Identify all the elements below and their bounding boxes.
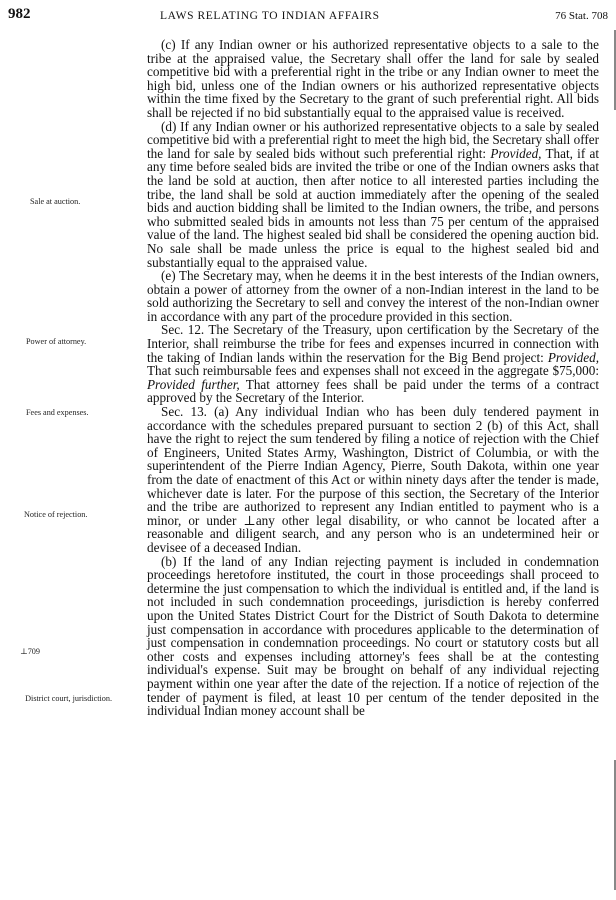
section-12 xyxy=(147,323,599,405)
section-13-a-text: (a) Any individual Indian who has been duly tendered payment in accordance with the schedules prepared pursuant to section 2 (b) of this Act, shall have the right to reject the sum tendered by filing a notice of rejection with the Chief of Engineers, United States Army, Washington, District of Columbia, or with the superintendent of the Pierre Indian Agency, Pierre, South Dakota, within one year from the date of enactment of this Act or within ninety days after the tender is made, whichever date is later. For the purpose of this section, the Secretary of the Interior and the tribe are authorized to represent any Indian entitled to payment who is a minor, or under ⊥any other legal disability, or who cannot be located after a reasonable and diligent search, and any person who is an undetermined heir or devisee of a deceased Indian. xyxy=(147,404,599,555)
margin-note-page-reference: ⊥709 xyxy=(20,647,40,656)
section-12-text: That such reimbursable fees and expenses shall not exceed in the aggregate $75,000: xyxy=(147,363,599,379)
proviso-term: Provided, xyxy=(547,349,599,365)
paragraph-e: (e) The Secretary may, when he deems it in the best interests of the Indian owners, obtain a power of attorney from the owner of a non-Indian interest in the land to be sold authorizing the Secretary to sell and convey the interest of the non-Indian owner in accordance with any part of the procedure provided in this section. xyxy=(147,268,599,324)
running-head: LAWS RELATING TO INDIAN AFFAIRS xyxy=(160,10,380,22)
margin-note-sale-at-auction: Sale at auction. xyxy=(30,197,81,206)
proviso-term: Provided, xyxy=(490,145,542,161)
margin-note-power-of-attorney: Power of attorney. xyxy=(26,337,87,346)
stat-reference: 76 Stat. 708 xyxy=(555,10,608,22)
margin-note-fees-and-expenses: Fees and expenses. xyxy=(26,408,89,417)
margin-note-district-court: District court, jurisdiction. xyxy=(25,694,112,703)
section-13-a xyxy=(147,405,599,555)
body-text xyxy=(147,38,599,718)
paragraph-d-text: That, if at any time before sealed bids are invited the tribe or one of the Indian owners asks that the land be sold at auction, then after notice to all interested parties including the tribe, the land shall be sold at auction immediately after the opening of the sealed bids and auction bidding shall be limited to the Indian owners, the tribe, and persons who submitted sealed bids in amounts not less than 75 per centum of the appraised value of the land. The highest sealed bid shall be considered the opening auction bid. No sale shall be made unless the price is equal to the highest sealed bid and substantially equal to the appraised value. xyxy=(147,145,599,270)
paragraph-c: (c) If any Indian owner or his authorized representative objects to a sale to the tribe at the appraised value, the Secretary shall offer the land for sale by sealed competitive bid with a preferential right in the tribe or any Indian owner to meet the high bid, unless one of the Indian owners or his authorized representative objects within the time fixed by the Secretary to the grant of such preferential right. All bids shall be rejected if no bid substantially equal to the appraised value is received. xyxy=(147,37,599,120)
page-number: 982 xyxy=(8,6,31,22)
proviso-term: Provided further, xyxy=(147,376,240,392)
paragraph-d-text: (d) If any Indian owner or his authorized representative objects to a sale by sealed competitive bid with a preferential right to meet the high bid, the Secretary shall offer the land for sale by sealed bids without such preferential right: xyxy=(147,118,600,161)
section-13-b: (b) If the land of any Indian rejecting payment is included in condemnation proceedings heretofore instituted, the court in those proceedings shall proceed to determine the just compensation to which the individual is entitled and, if the land is not included in such condemnation proceedings, jurisdiction is hereby conferred upon the United States District Court for the District of South Dakota to determine just compensation in accordance with procedures applicable to the determination of just compensation in condemnation proceedings. No court or statutory costs but all other costs and expenses including attorney's fees shall be at the contesting individual's expense. Suit may be brought on behalf of any individual rejecting payment within one year after the date of the rejection. If a notice of rejection of the tender of payment is filed, at least 10 per centum of the tender deposited in the individual Indian money account shall be xyxy=(147,553,599,719)
section-heading: Sec. 13. xyxy=(161,404,207,420)
section-heading: Sec. 12. xyxy=(161,322,205,338)
paragraph-d xyxy=(147,120,599,270)
section-12-text: That attorney fees shall be paid under the terms of a contract approved by the Secretary of the Interior. xyxy=(147,376,599,406)
margin-note-notice-of-rejection: Notice of rejection. xyxy=(24,510,88,519)
section-12-text: The Secretary of the Treasury, upon certification by the Secretary of the Interior, shall reimburse the tribe for fees and expenses incurred in connection with the taking of Indian lands within the reservation for the Big Bend project: xyxy=(147,322,599,365)
